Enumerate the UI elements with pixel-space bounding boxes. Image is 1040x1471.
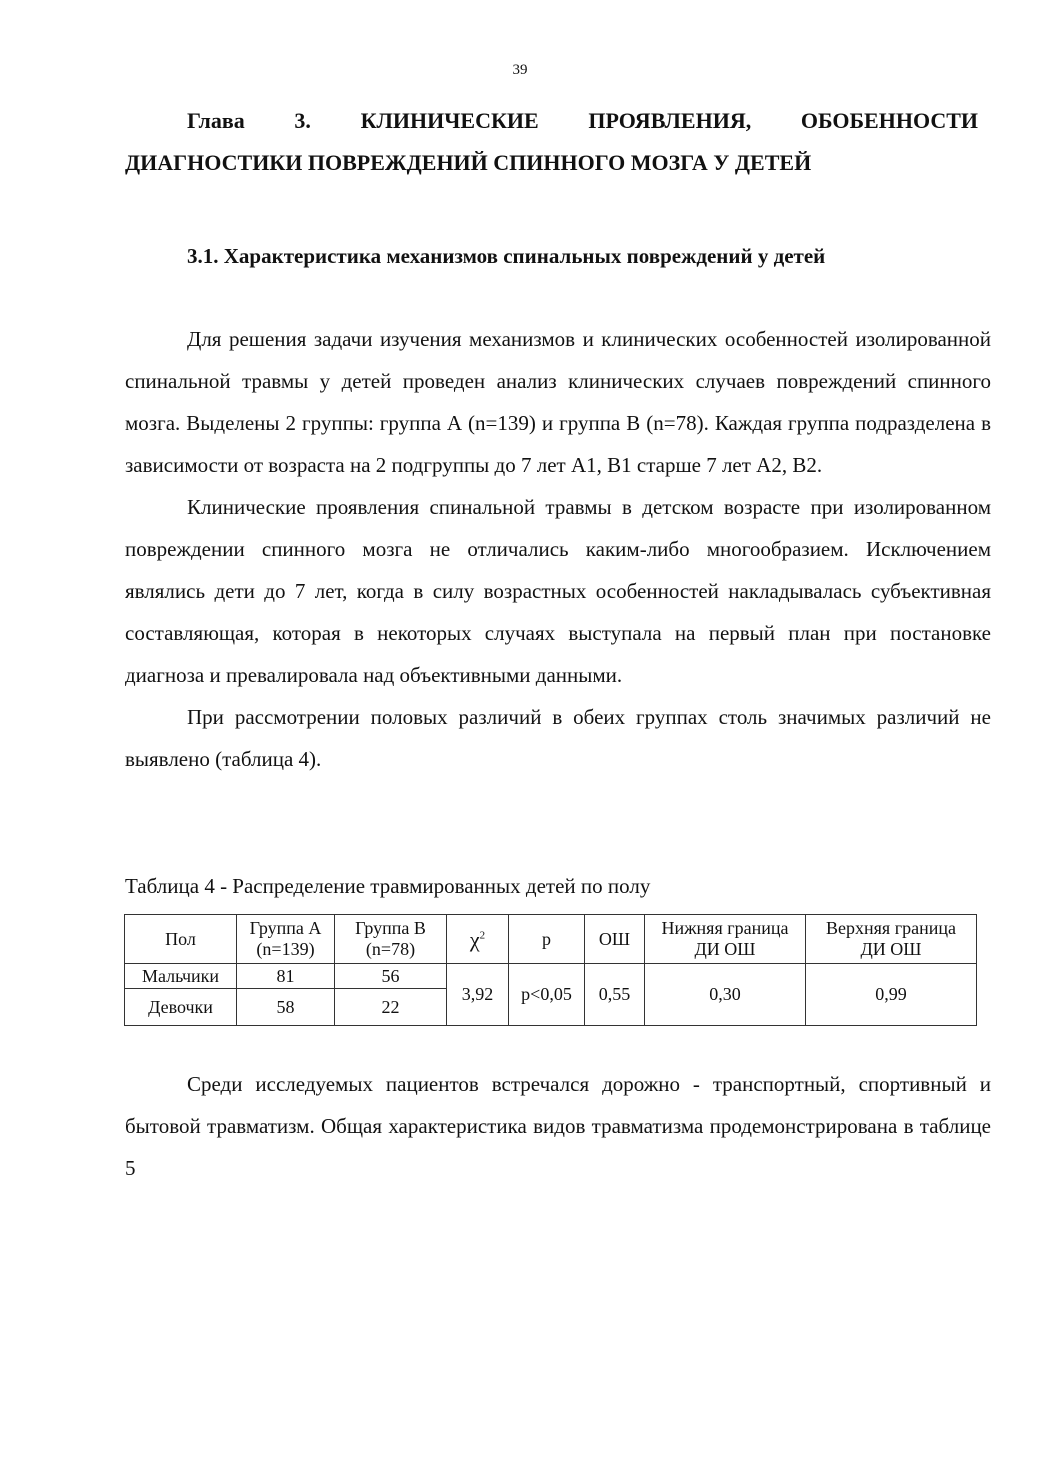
header-p: p	[509, 915, 585, 964]
chapter-title	[125, 100, 978, 184]
cell-odds-ratio: 0,55	[585, 964, 645, 1026]
paragraph: Среди исследуемых пациентов встречался дорожно - транспортный, спортивный и бытовой травматизм. Общая характеристика видов травматизма продемонстрирована в таблице 5	[125, 1072, 991, 1180]
header-group-a: Группа А (n=139)	[237, 915, 335, 964]
header-chi-square: $\chi^2$	[447, 915, 509, 964]
body-text-block	[125, 1063, 991, 1189]
cell-p: p<0,05	[509, 964, 585, 1026]
body-text-block	[125, 318, 991, 780]
table-caption: Таблица 4 - Распределение травмированных детей по полу	[125, 874, 651, 898]
header-group-b: Группа В (n=78)	[335, 915, 447, 964]
section-title: 3.1. Характеристика механизмов спинальных повреждений у детей	[187, 244, 826, 268]
cell-sex: Мальчики	[125, 964, 237, 989]
table-header-row	[125, 915, 977, 964]
header-upper-ci: Верхняя граница ДИ ОШ	[806, 915, 977, 964]
paragraph: При рассмотрении половых различий в обеих группах столь значимых различий не выявлено (таблица 4).	[125, 705, 991, 771]
cell-group-b: 22	[335, 989, 447, 1026]
cell-group-a: 81	[237, 964, 335, 989]
table-row	[125, 964, 977, 989]
page-number: 39	[512, 62, 528, 78]
sex-distribution-table	[124, 914, 977, 1026]
chapter-title-line-1: Глава 3. КЛИНИЧЕСКИЕ ПРОЯВЛЕНИЯ, ОБОБЕННОСТИ	[187, 108, 978, 133]
cell-upper-ci: 0,99	[806, 964, 977, 1026]
cell-group-b: 56	[335, 964, 447, 989]
cell-lower-ci: 0,30	[645, 964, 806, 1026]
paragraph: Для решения задачи изучения механизмов и клинических особенностей изолированной спинальной травмы у детей проведен анализ клинических случаев повреждений спинного мозга. Выделены 2 группы: группа А (n=139) и группа В (n=78). Каждая группа подразделена в зависимости от возраста на 2 подгруппы до 7 лет А1, В1 старше 7 лет А2, В2.	[125, 327, 991, 477]
cell-group-a: 58	[237, 989, 335, 1026]
header-odds-ratio: ОШ	[585, 915, 645, 964]
chapter-title-line-2: ДИАГНОСТИКИ ПОВРЕЖДЕНИЙ СПИННОГО МОЗГА У ДЕТЕЙ	[125, 150, 812, 175]
cell-chi-square: 3,92	[447, 964, 509, 1026]
paragraph: Клинические проявления спинальной травмы в детском возрасте при изолированном повреждении спинного мозга не отличались каким-либо многообразием. Исключением являлись дети до 7 лет, когда в силу возрастных особенностей накладывалась субъективная составляющая, которая в некоторых случаях выступала на первый план при постановке диагноза и превалировала над объективными данными.	[125, 495, 991, 687]
cell-sex: Девочки	[125, 989, 237, 1026]
header-lower-ci: Нижняя граница ДИ ОШ	[645, 915, 806, 964]
header-sex: Пол	[125, 915, 237, 964]
